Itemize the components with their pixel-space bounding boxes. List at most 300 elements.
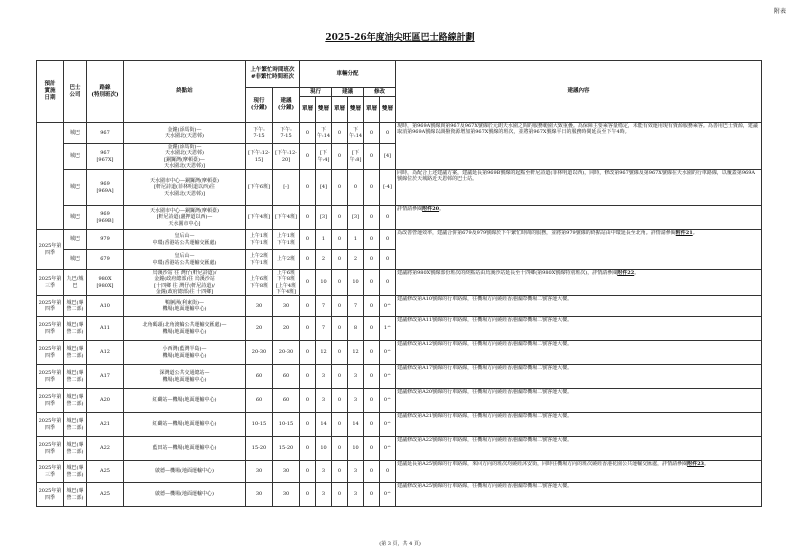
cell-alloc-ms: 0 xyxy=(364,341,380,365)
cell-alloc-md: 0^ xyxy=(380,483,396,507)
cell-line: A20 xyxy=(100,397,110,404)
cell-company: 城巴(專營二部) xyxy=(64,365,87,389)
cell-content xyxy=(396,483,762,507)
cell-freq-proposed xyxy=(273,389,300,413)
header-single: 單層 xyxy=(332,97,348,123)
cell-content xyxy=(396,296,762,317)
cell-line: 967 xyxy=(100,150,110,157)
cell-alloc-cs: 0 xyxy=(300,206,316,230)
content-text: 詳情請參閱 xyxy=(397,206,423,212)
cell-company: 城巴(專營二部) xyxy=(64,296,87,317)
cell-route xyxy=(87,206,124,230)
cell-alloc-pd: 10 xyxy=(348,270,364,296)
table-row xyxy=(37,123,762,144)
cell-line: 679 xyxy=(100,256,110,263)
cell-line: A25 xyxy=(100,491,110,498)
cell-alloc-md: [-4] xyxy=(380,170,396,206)
cell-alloc-ps: 0 xyxy=(332,144,348,170)
cell-freq-proposed xyxy=(273,437,300,461)
cell-alloc-ps: 0 xyxy=(332,230,348,250)
cell-line: 20-30 xyxy=(251,349,267,356)
cell-content xyxy=(396,413,762,437)
cell-line: 969 xyxy=(100,211,110,218)
cell-line: 上午6班 xyxy=(276,270,296,276)
cell-freq-proposed xyxy=(273,483,300,507)
cell-company: 城巴(專營二部) xyxy=(64,341,87,365)
header-single: 單層 xyxy=(300,97,316,123)
cell-line: 中環(香港站公共運輸交匯處) xyxy=(152,259,217,266)
cell-alloc-cd: [4] xyxy=(316,170,332,206)
cell-line: [980X] xyxy=(96,282,114,289)
cell-alloc-md: 0 xyxy=(380,461,396,483)
cell-date: 2025年第四季 xyxy=(37,389,64,413)
cell-line: 30 xyxy=(255,491,263,498)
cell-line: 下午: xyxy=(280,126,292,133)
cell-alloc-ms: 0 xyxy=(364,483,380,507)
cell-line: 30 xyxy=(255,302,263,309)
content-text: 同時，為配合上述建議方案，建議延長第969B號線的起點至軒尼詩道(菲林明道以西)，同時，修改第967號線及第967X號線在天水圍的行車路線，以覆蓋第969A號線位於天城路近天恩邨的巴士站。 xyxy=(397,170,756,183)
cell-line: 30 xyxy=(282,491,290,498)
cell-alloc-cd: 12 xyxy=(316,341,332,365)
annex-reference: 附件22 xyxy=(617,270,635,276)
cell-line: 上午2班 xyxy=(249,253,269,260)
table-row xyxy=(37,170,762,206)
cell-terminus xyxy=(124,206,246,230)
cell-alloc-ps: 0 xyxy=(332,317,348,341)
cell-terminus xyxy=(124,250,246,270)
cell-alloc-cd: 3 xyxy=(316,483,332,507)
cell-alloc-ps: 0 xyxy=(332,437,348,461)
cell-terminus xyxy=(124,461,246,483)
cell-alloc-cd: 14 xyxy=(316,413,332,437)
cell-alloc-ms: 0 xyxy=(364,170,380,206)
cell-line: 7-15 xyxy=(280,133,292,139)
cell-alloc-ms: 0 xyxy=(364,144,380,170)
content-text: 現時，第969A號線與第967及967X號線於元朗天水圍之間的服務範圍大致重疊。為保障主要乘客量穩定，未能有效運用現有資源服務乘客。為善用巴士資源，建議取消第969A號線以調撥資源增加第967X號線的班次，並將第967X號線平日的服務時間延長至下午4時。 xyxy=(397,123,758,136)
cell-alloc-ps: 0 xyxy=(332,413,348,437)
cell-date: 2025年第四季 xyxy=(37,341,64,365)
cell-content xyxy=(396,317,762,341)
cell-line: 天水圍北(天恩邨)] xyxy=(164,190,205,197)
cell-route xyxy=(87,296,124,317)
cell-alloc-md: 0^ xyxy=(380,296,396,317)
cell-line: 下午8班 xyxy=(276,276,296,283)
cell-line: [下午6班] xyxy=(247,184,271,191)
cell-alloc-pd: 10 xyxy=(348,437,364,461)
cell-alloc-cs: 0 xyxy=(300,341,316,365)
cell-line: 天水圍市中心—銅鑼灣(摩頓臺) xyxy=(150,178,219,185)
cell-freq-current xyxy=(246,144,273,170)
cell-alloc-cd: 下午:14 xyxy=(316,123,332,144)
table-row xyxy=(37,437,762,461)
cell-line: A21 xyxy=(100,421,110,428)
cell-alloc-cs: 0 xyxy=(300,317,316,341)
cell-alloc-cs: 0 xyxy=(300,123,316,144)
content-text: 。 xyxy=(704,461,710,467)
cell-terminus xyxy=(124,230,246,250)
cell-freq-current xyxy=(246,341,273,365)
cell-terminus xyxy=(124,341,246,365)
cell-alloc-ps: 0 xyxy=(332,389,348,413)
cell-alloc-ms: 0 xyxy=(364,389,380,413)
cell-alloc-md: 0 xyxy=(380,230,396,250)
header-single: 單層 xyxy=(364,97,380,123)
cell-content xyxy=(396,270,762,296)
cell-alloc-md: 0 xyxy=(380,270,396,296)
content-text: 建議修改第A17號線的行車路線，往機場方向繞經香港國際機場二號客運大樓。 xyxy=(397,365,573,371)
cell-company: 九巴/城巴 xyxy=(64,270,87,296)
cell-alloc-ps: 0 xyxy=(332,206,348,230)
cell-company: 城巴(專營二部) xyxy=(64,483,87,507)
table-row xyxy=(37,341,762,365)
cell-alloc-ms: 0 xyxy=(364,206,380,230)
header-company: 巴士 公司 xyxy=(64,61,87,123)
cell-content xyxy=(396,461,762,483)
cell-alloc-cs: 0 xyxy=(300,230,316,250)
cell-alloc-ps: 0 xyxy=(332,250,348,270)
cell-route xyxy=(87,170,124,206)
cell-alloc-ms: 0 xyxy=(364,270,380,296)
cell-line: 60 xyxy=(255,373,263,380)
header-content: 建議內容 xyxy=(396,61,762,123)
cell-line: 下午: xyxy=(253,126,265,133)
cell-line: 中環(香港站公共運輸交匯處) xyxy=(152,239,217,246)
cell-line: [下午:12-20] xyxy=(275,150,297,163)
cell-line: [十四鄉 往 灣仔(軒尼詩道)/ xyxy=(154,282,215,289)
header-date: 預計 實施 日期 xyxy=(37,61,64,123)
cell-alloc-cd: 3 xyxy=(316,461,332,483)
cell-alloc-cs: 0 xyxy=(300,413,316,437)
cell-freq-proposed xyxy=(273,461,300,483)
cell-company: 城巴 xyxy=(64,206,87,230)
cell-line: 20-30 xyxy=(278,349,294,356)
cell-route xyxy=(87,413,124,437)
content-text: 。 xyxy=(692,230,698,236)
cell-route xyxy=(87,389,124,413)
cell-line: 機場(地面運輸中心) xyxy=(162,376,207,383)
cell-date: 2025年第四季 xyxy=(37,317,64,341)
content-text: 。 xyxy=(634,270,640,276)
cell-alloc-pd: [下午:8] xyxy=(348,144,364,170)
cell-line: 15-20 xyxy=(278,445,294,452)
cell-freq-current xyxy=(246,250,273,270)
cell-freq-current xyxy=(246,206,273,230)
cell-line: 金鐘(添馬街)— xyxy=(167,126,202,133)
cell-route xyxy=(87,144,124,170)
cell-alloc-cs: 0 xyxy=(300,437,316,461)
cell-alloc-pd: 下午:14 xyxy=(348,123,364,144)
cell-company: 城巴(專營二部) xyxy=(64,461,87,483)
cell-alloc-cs: 0 xyxy=(300,296,316,317)
cell-terminus xyxy=(124,437,246,461)
cell-alloc-md: 0^ xyxy=(380,365,396,389)
cell-freq-current xyxy=(246,437,273,461)
cell-line: 機場(地面運輸中心) xyxy=(162,328,207,335)
cell-alloc-pd: 7 xyxy=(348,296,364,317)
cell-alloc-pd: 12 xyxy=(348,341,364,365)
cell-line: 60 xyxy=(255,397,263,404)
cell-freq-current xyxy=(246,296,273,317)
cell-line: 20 xyxy=(282,325,290,332)
table-row xyxy=(37,230,762,250)
cell-alloc-cd: 10 xyxy=(316,270,332,296)
cell-freq-proposed xyxy=(273,365,300,389)
header-freq-current: 現行 (分鐘) xyxy=(246,88,273,123)
cell-terminus xyxy=(124,170,246,206)
cell-freq-current xyxy=(246,270,273,296)
cell-alloc-ps: 0 xyxy=(332,123,348,144)
content-text: 建議修改第A21號線的行車路線，往機場方向繞經香港國際機場二號客運大樓。 xyxy=(397,413,573,419)
content-text: 建議將第980X號線部份班次的終點站由烏溪沙站延長至十四鄉(第980X號線特別班次)，詳情請參閱 xyxy=(397,270,618,276)
cell-line: [967X] xyxy=(96,156,114,163)
page-title: 2025-26年度油尖旺區巴士路線計劃 xyxy=(325,33,475,43)
table-row xyxy=(37,413,762,437)
cell-line: 60 xyxy=(282,397,290,404)
cell-date: 2025年第四季 xyxy=(37,365,64,389)
cell-alloc-md: 0 xyxy=(380,206,396,230)
cell-alloc-ps: 0 xyxy=(332,270,348,296)
cell-alloc-cs: 0 xyxy=(300,250,316,270)
cell-freq-current xyxy=(246,413,273,437)
cell-alloc-ps: 0 xyxy=(332,341,348,365)
table-row xyxy=(37,389,762,413)
page-footer: (第 3 頁，共 4 頁) xyxy=(379,541,421,547)
cell-line: 980X xyxy=(98,276,112,283)
cell-alloc-md: [4] xyxy=(380,144,396,170)
cell-line: 鴨脷洲(利東街)— xyxy=(165,299,204,306)
cell-route xyxy=(87,437,124,461)
cell-freq-current xyxy=(246,365,273,389)
cell-line: 金鐘(添馬街)— xyxy=(167,144,202,150)
cell-terminus xyxy=(124,413,246,437)
table-row xyxy=(37,461,762,483)
cell-alloc-cs: 0 xyxy=(300,365,316,389)
cell-line: 979 xyxy=(100,236,110,243)
cell-alloc-cs: 0 xyxy=(300,461,316,483)
cell-line: 上午1班 xyxy=(249,233,269,240)
cell-line: [上午4班 xyxy=(275,282,297,289)
annex-reference: 附件23 xyxy=(687,461,705,467)
cell-line: 30 xyxy=(255,468,263,475)
header-double: 雙層 xyxy=(316,97,332,123)
cell-line: A10 xyxy=(100,302,110,309)
cell-alloc-cd: 3 xyxy=(316,365,332,389)
content-text: 。 xyxy=(439,206,445,212)
cell-line: 啟德—機場(地面運輸中心) xyxy=(155,468,214,475)
cell-freq-proposed xyxy=(273,296,300,317)
cell-alloc-md: 0^ xyxy=(380,341,396,365)
cell-line: 皇后山— xyxy=(174,233,195,240)
cell-alloc-pd: 14 xyxy=(348,413,364,437)
cell-company: 城巴(專營二部) xyxy=(64,413,87,437)
cell-line: A25 xyxy=(100,468,110,475)
cell-alloc-pd: 0 xyxy=(348,170,364,206)
cell-line: 7-15 xyxy=(253,133,265,139)
cell-content xyxy=(396,123,762,170)
cell-date: 2025年第四季 xyxy=(37,230,64,270)
content-text: 為改善營運效率，建議合併第679及979號線於下午繁忙時間的服務，並將第979號線的終點站由中環延長至北角。詳情請參閱 xyxy=(397,230,676,236)
table-row xyxy=(37,270,762,296)
cell-line: 15-20 xyxy=(251,445,267,452)
cell-line: 30 xyxy=(282,468,290,475)
cell-route xyxy=(87,250,124,270)
cell-alloc-ms: 0 xyxy=(364,250,380,270)
cell-date: 2025年第四季 xyxy=(37,296,64,317)
header-frequency: 上午繁忙時間班次 #非繁忙時間班次 xyxy=(246,61,300,88)
cell-terminus xyxy=(124,270,246,296)
cell-alloc-cs: 0 xyxy=(300,144,316,170)
cell-line: 下午1班 xyxy=(249,259,269,266)
cell-company: 城巴(專營二部) xyxy=(64,437,87,461)
cell-line: 上午2班 xyxy=(276,256,296,263)
cell-alloc-ms: 0 xyxy=(364,317,380,341)
header-allocation: 車輛分配 xyxy=(300,61,396,88)
cell-route xyxy=(87,230,124,250)
cell-line: [下午:12-15] xyxy=(248,150,270,163)
cell-line: 上午6班 xyxy=(249,276,269,283)
cell-content xyxy=(396,206,762,230)
cell-date: 2025年第三季 xyxy=(37,270,64,296)
cell-company: 城巴(專營二部) xyxy=(64,389,87,413)
cell-terminus xyxy=(124,123,246,144)
cell-alloc-cd: 7 xyxy=(316,296,332,317)
table-row xyxy=(37,365,762,389)
cell-freq-proposed xyxy=(273,270,300,296)
cell-line: 藍田站—機場(地面運輸中心) xyxy=(152,445,217,452)
cell-alloc-cs: 0 xyxy=(300,170,316,206)
cell-alloc-cd: 2 xyxy=(316,250,332,270)
cell-freq-proposed xyxy=(273,206,300,230)
cell-line: 967 xyxy=(100,129,110,136)
cell-company: 城巴(專營二部) xyxy=(64,317,87,341)
cell-line: A22 xyxy=(100,445,110,452)
cell-alloc-md: 0 xyxy=(380,123,396,144)
header-route: 路線 (特別班次) xyxy=(87,61,124,123)
cell-alloc-ms: 0 xyxy=(364,365,380,389)
cell-route xyxy=(87,317,124,341)
header-double: 雙層 xyxy=(380,97,396,123)
cell-alloc-md: 0^ xyxy=(380,437,396,461)
header-alloc-proposed: 建議 xyxy=(332,88,364,97)
cell-content xyxy=(396,170,762,206)
header-alloc-current: 現行 xyxy=(300,88,332,97)
cell-alloc-pd: 3 xyxy=(348,461,364,483)
cell-alloc-ps: 0 xyxy=(332,296,348,317)
cell-line: [軒尼詩道(盧押道以西)— xyxy=(156,214,213,221)
cell-alloc-ps: 0 xyxy=(332,461,348,483)
cell-terminus xyxy=(124,483,246,507)
cell-line: [-] xyxy=(283,184,289,191)
table-row xyxy=(37,206,762,230)
cell-alloc-md: 1^ xyxy=(380,317,396,341)
cell-company: 城巴 xyxy=(64,144,87,170)
cell-line: 烏溪沙站 往 灣仔(軒尼詩道)/ xyxy=(152,270,217,276)
cell-route xyxy=(87,270,124,296)
content-text: 建議延長第A25號線的行車路線，來回方向的班次均繞經沐安街，同時往機場方向的班次繞經香港花園公共運輸交匯處，詳情請參閱 xyxy=(397,461,688,467)
cell-freq-current xyxy=(246,230,273,250)
cell-alloc-ms: 0 xyxy=(364,123,380,144)
cell-line: 皇后山— xyxy=(174,253,195,260)
cell-freq-proposed xyxy=(273,123,300,144)
cell-line: 機場(地面運輸中心) xyxy=(162,306,207,312)
cell-alloc-ps: 0 xyxy=(332,365,348,389)
cell-line: 小西灣(藍灣半島)— xyxy=(162,346,207,353)
cell-freq-proposed xyxy=(273,317,300,341)
cell-alloc-md: 0^ xyxy=(380,413,396,437)
cell-alloc-cs: 0 xyxy=(300,483,316,507)
cell-alloc-ms: 0 xyxy=(364,296,380,317)
cell-company: 城巴 xyxy=(64,123,87,144)
content-text: 建議修改第A20號線的行車路線，往機場方向繞經香港國際機場二號客運大樓。 xyxy=(397,389,573,395)
table-row xyxy=(37,296,762,317)
cell-line: A12 xyxy=(100,349,110,356)
cell-content xyxy=(396,365,762,389)
cell-terminus xyxy=(124,365,246,389)
annex-reference: 附件20 xyxy=(422,206,440,212)
cell-alloc-ms: 0 xyxy=(364,230,380,250)
route-plan-table xyxy=(36,60,762,507)
cell-line: [下午4班] xyxy=(247,214,271,221)
cell-company: 城巴 xyxy=(64,170,87,206)
cell-line: 天水圍北(天恩邨) xyxy=(165,150,204,157)
cell-alloc-cs: 0 xyxy=(300,389,316,413)
cell-alloc-cd: 10 xyxy=(316,437,332,461)
cell-line: 969 xyxy=(100,181,110,188)
cell-freq-current xyxy=(246,483,273,507)
content-text: 建議修改第A11號線的行車路線，往機場方向繞經香港國際機場二號客運大樓。 xyxy=(397,317,573,323)
cell-alloc-cd: 1 xyxy=(316,230,332,250)
cell-line: 金鐘(政府總部)往 烏溪沙站 xyxy=(154,276,215,283)
cell-line: 天水圍北(天恩邨) xyxy=(165,133,204,139)
cell-terminus xyxy=(124,296,246,317)
cell-line: 上午1班 xyxy=(276,233,296,240)
cell-freq-current xyxy=(246,170,273,206)
content-text: 建議修改第A25號線的行車路線，往機場方向繞經香港國際機場二號客運大樓。 xyxy=(397,483,573,489)
cell-line: 深灣道公共交通總站— xyxy=(159,370,210,377)
cell-line: 啟德—機場(地面運輸中心) xyxy=(155,491,214,498)
cell-freq-current xyxy=(246,389,273,413)
cell-alloc-pd: 3 xyxy=(348,389,364,413)
annex-reference: 附件21 xyxy=(675,230,693,236)
cell-content xyxy=(396,437,762,461)
cell-line: 60 xyxy=(282,373,290,380)
cell-alloc-ms: 0 xyxy=(364,413,380,437)
cell-line: [969A] xyxy=(96,187,114,194)
cell-date: 2025年第四季 xyxy=(37,437,64,461)
cell-line: 機場(地面運輸中心) xyxy=(162,352,207,359)
cell-freq-proposed xyxy=(273,413,300,437)
cell-alloc-ps: 0 xyxy=(332,170,348,206)
cell-freq-proposed xyxy=(273,170,300,206)
content-text: 建議修改第A12號線的行車路線，往機場方向繞經香港國際機場二號客運大樓。 xyxy=(397,341,573,347)
cell-line: A11 xyxy=(100,325,110,332)
cell-line: 紅磡站—機場(地面運輸中心) xyxy=(152,397,217,404)
cell-line: A17 xyxy=(100,373,110,380)
content-text: 建議修改第A10號線的行車路線，往機場方向繞經香港國際機場二號客運大樓。 xyxy=(397,296,573,302)
cell-line: 10-15 xyxy=(251,421,267,428)
cell-line: 下午1班 xyxy=(276,239,296,246)
cell-freq-proposed xyxy=(273,230,300,250)
header-double: 雙層 xyxy=(348,97,364,123)
cell-route xyxy=(87,461,124,483)
cell-freq-proposed xyxy=(273,341,300,365)
cell-line: [銅鑼灣(摩頓臺)— xyxy=(164,156,205,163)
cell-line: 天水圍市中心—銅鑼灣(摩頓臺) xyxy=(150,208,219,215)
cell-freq-current xyxy=(246,461,273,483)
cell-alloc-pd: 8 xyxy=(348,317,364,341)
cell-line: 紅磡站—機場(地面運輸中心) xyxy=(152,421,217,428)
cell-alloc-pd: 3 xyxy=(348,365,364,389)
